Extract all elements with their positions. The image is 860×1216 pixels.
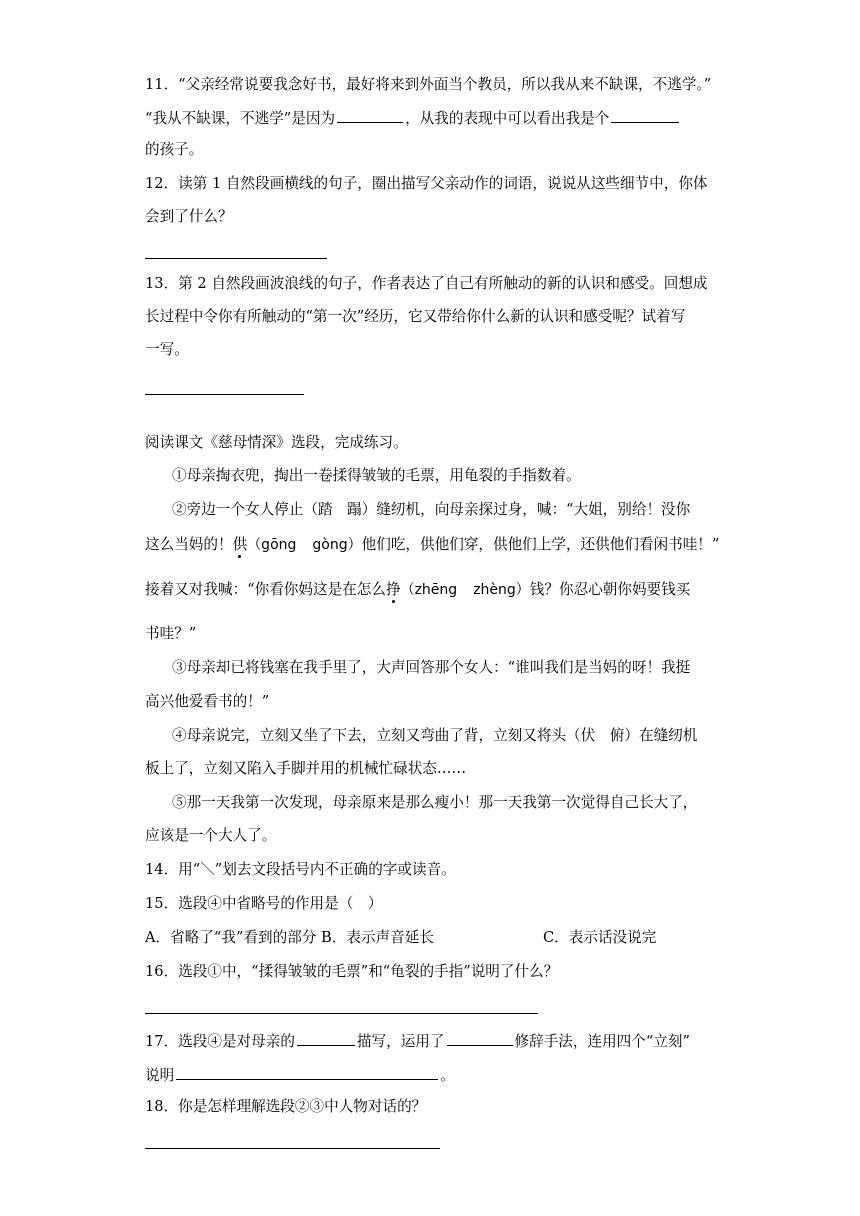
q11-line-3 — [145, 140, 203, 160]
q16-text: 16．选段①中，“揉得皱皱的毛票”和“龟裂的手指”说明了什么？ — [145, 963, 559, 980]
q17-line-1 — [145, 1030, 690, 1052]
q17-blank-3[interactable] — [176, 1064, 438, 1080]
q15-text: 15．选段④中省略号的作用是（ ） — [145, 895, 383, 912]
q17-text-a: 17．选段④是对母亲的 — [145, 1033, 295, 1050]
q17-line-2 — [145, 1064, 455, 1086]
q14-line — [145, 860, 456, 880]
passage-p3-text-1: ③母亲却已将钱塞在我手里了，大声回答那个女人：“谁叫我们是当妈的呀！我挺 — [172, 659, 691, 676]
passage-p2-text-2a: 这么当妈的！ — [145, 536, 233, 553]
q15-option-a[interactable]: A．省略了“我”看到的部分 — [145, 929, 317, 946]
q13-text-2: 长过程中令你有所触动的“第一次”经历，它又带给你什么新的认识和感受呢？试着写 — [145, 308, 686, 325]
q11-line-1 — [145, 75, 711, 95]
q17-text-d: 说明 — [145, 1067, 175, 1084]
passage-p3-line-2 — [145, 692, 269, 712]
pinyin-option-4[interactable]: zhèng） — [473, 582, 530, 598]
passage-p2-text-2b: 他们吃，供他们穿，供他们上学，还供他们看闲书哇！” — [361, 536, 720, 553]
q14-text: 14．用“＼”划去文段括号内不正确的字或读音。 — [145, 861, 456, 878]
passage-p3-text-2: 高兴他爱看书的！” — [145, 693, 270, 710]
q12-line-2 — [145, 207, 233, 227]
q17-text-e: 。 — [440, 1067, 455, 1084]
passage-p5-text-2: 应该是一个大人了。 — [145, 827, 277, 844]
passage-p4-text-2: 板上了，立刻又陷入手脚并用的机械忙碌状态…… — [145, 760, 467, 777]
q11-text-a: “我从不缺课，不逃学”是因为 — [145, 110, 336, 127]
passage-p5-line-2 — [145, 826, 276, 846]
passage-p4-line-2 — [145, 759, 466, 779]
q13-line-3 — [145, 340, 189, 360]
dotted-char-zheng: 挣 — [385, 581, 401, 598]
passage-p2-text-3b: 钱？你忍心朝你妈要钱买 — [529, 581, 691, 598]
q13-answer-line[interactable] — [145, 394, 304, 395]
pinyin-option-2[interactable]: gòng） — [312, 537, 362, 553]
reading-intro-text: 阅读课文《慈母情深》选段，完成练习。 — [145, 434, 408, 451]
passage-p4-line-1 — [172, 726, 697, 746]
q18-text: 18．你是怎样理解选段②③中人物对话的？ — [145, 1098, 427, 1115]
passage-p2-text-3a: 接着又对我喊：“你看你妈这是在怎么 — [145, 581, 386, 598]
passage-p4-text-1: ④母亲说完，立刻又坐了下去，立刻又弯曲了背，立刻又将头（伏 俯）在缝纫机 — [172, 727, 698, 744]
passage-p5-text-1: ⑤那一天我第一次发现，母亲原来是那么瘦小！那一天我第一次觉得自己长大了， — [172, 794, 698, 811]
q13-text: 13．第 2 自然段画波浪线的句子，作者表达了自己有所触动的新的认识和感受。回想成 — [145, 275, 708, 292]
q17-text-b: 描写，运用了 — [356, 1033, 445, 1050]
q15-option-c[interactable]: C．表示话没说完 — [543, 929, 657, 946]
q11-text-b: ，从我的表现中可以看出我是个 — [405, 110, 610, 127]
q12-text-2: 会到了什么？ — [145, 208, 233, 225]
passage-p5-line-1 — [172, 793, 697, 813]
q11-text: 11．“父亲经常说要我念好书，最好将来到外面当个教员，所以我从来不缺课，不逃学。” — [145, 76, 712, 93]
q11-line-2 — [145, 107, 681, 129]
q18-answer-line[interactable] — [145, 1148, 440, 1149]
passage-p2-line-2 — [145, 535, 719, 555]
pinyin-option-3[interactable]: （zhēng — [400, 582, 458, 598]
q11-text-c: 的孩子。 — [145, 141, 204, 158]
reading-intro — [145, 433, 408, 453]
q12-line-1 — [145, 174, 708, 194]
q16-line — [145, 962, 558, 982]
q11-blank-2[interactable] — [611, 107, 679, 123]
passage-p1-text: ①母亲掏衣兜，掏出一卷揉得皱皱的毛票，用龟裂的手指数着。 — [172, 467, 581, 484]
pinyin-option-1[interactable]: （gōng — [247, 537, 297, 553]
passage-p3-line-1 — [172, 658, 690, 678]
passage-p2-text-1: ②旁边一个女人停止（踏 蹋）缝纫机，向母亲探过身，喊：“大姐，别给！没你 — [172, 501, 691, 518]
q17-blank-2[interactable] — [447, 1030, 513, 1046]
passage-p1 — [172, 466, 581, 486]
q12-answer-line[interactable] — [145, 258, 327, 259]
q15-options — [145, 928, 657, 948]
q16-answer-line[interactable] — [145, 1013, 538, 1014]
passage-p2-line-1 — [172, 500, 690, 520]
q15-stem — [145, 894, 382, 914]
dotted-char-gong: 供 — [232, 536, 248, 553]
passage-p2-text-4: 书哇？” — [145, 625, 197, 642]
q13-line-1 — [145, 274, 708, 294]
q17-text-c: 修辞手法，连用四个“立刻” — [514, 1033, 690, 1050]
q18-line — [145, 1097, 426, 1117]
passage-p2-line-4 — [145, 624, 196, 644]
q13-line-2 — [145, 307, 685, 327]
q13-text-3: 一写。 — [145, 341, 189, 358]
q11-blank-1[interactable] — [337, 107, 403, 123]
q15-option-b[interactable]: B．表示声音延长 — [321, 929, 434, 946]
q12-text: 12．读第 1 自然段画横线的句子，圈出描写父亲动作的词语，说说从这些细节中，你体 — [145, 175, 708, 192]
passage-p2-line-3 — [145, 580, 690, 600]
q17-blank-1[interactable] — [297, 1030, 355, 1046]
